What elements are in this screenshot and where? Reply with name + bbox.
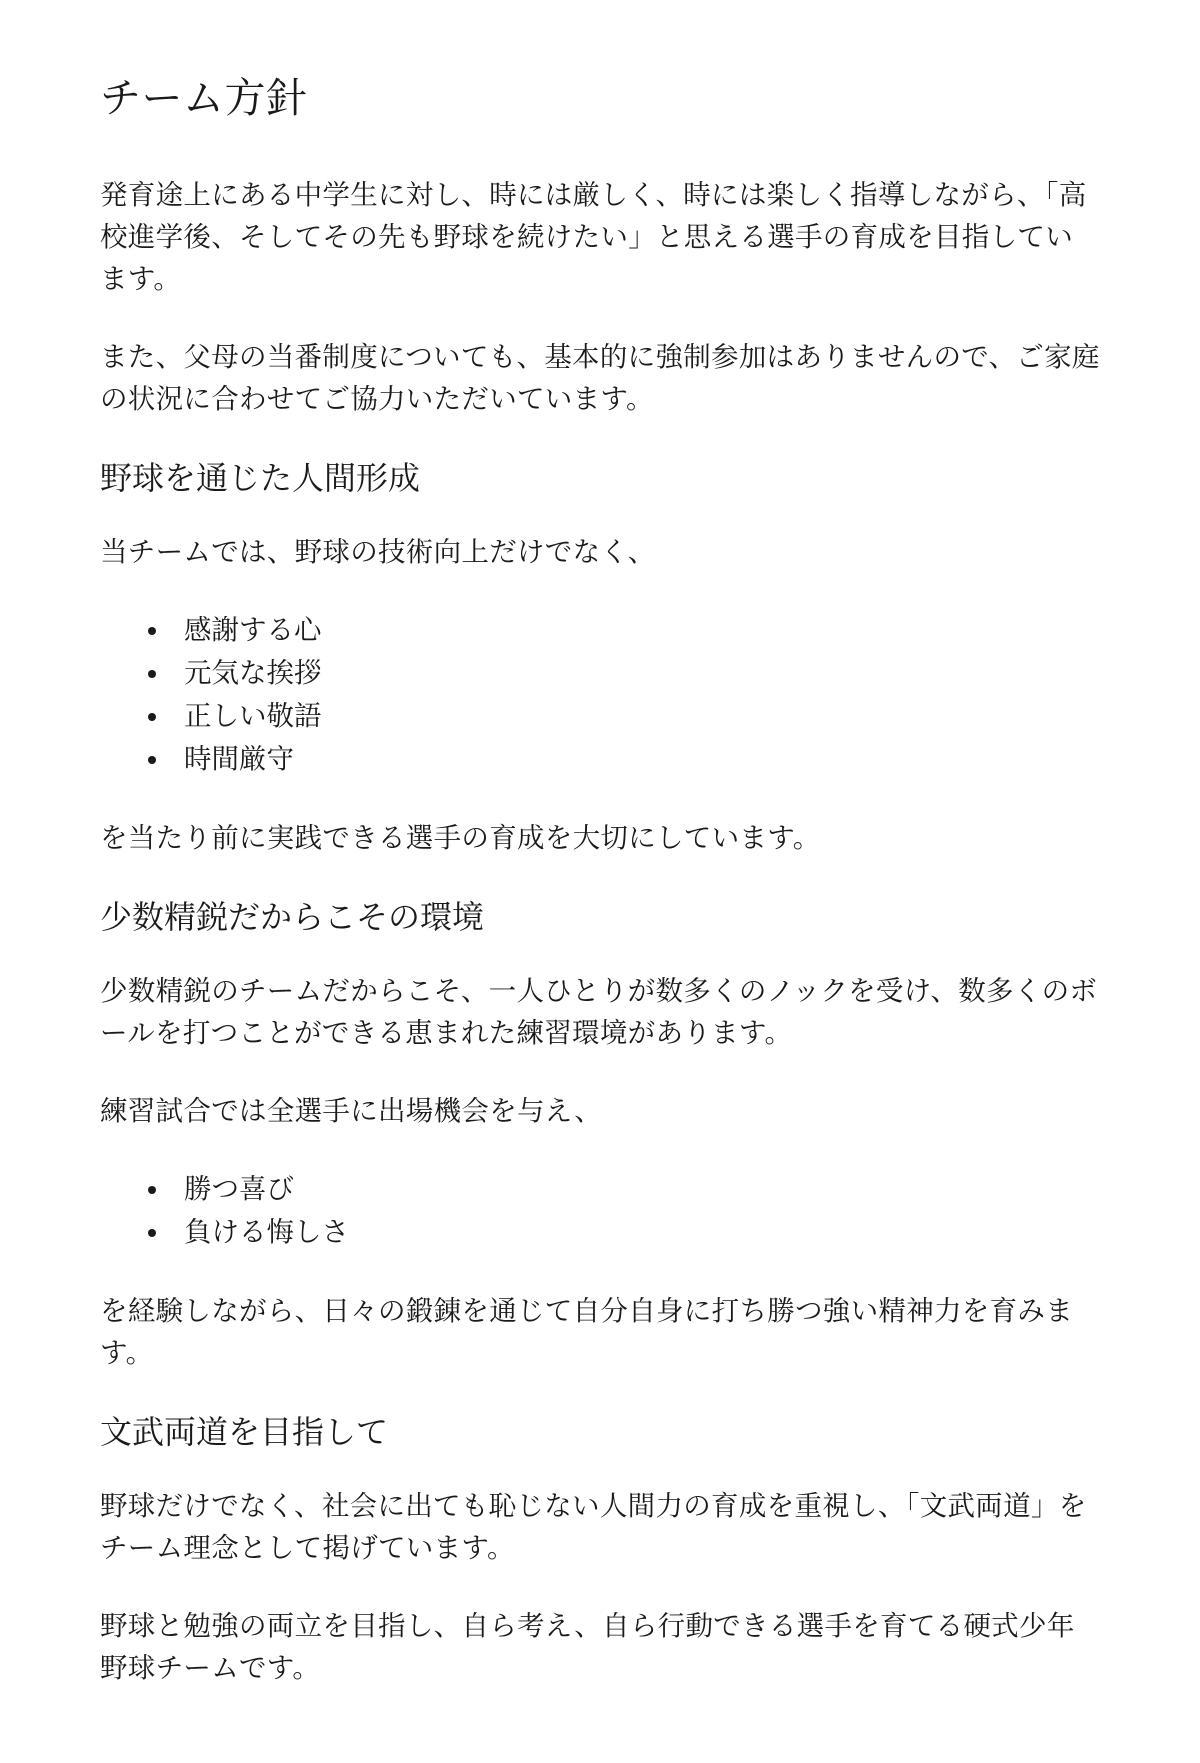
list-item — [184, 652, 1100, 695]
bullet-icon — [148, 1229, 156, 1237]
list-item-label: 負ける悔しさ — [184, 1215, 349, 1248]
list-item — [184, 1211, 1100, 1254]
section-2-follow: を経験しながら、日々の鍛錬を通じて自分自身に打ち勝つ強い精神力を育みます。 — [100, 1294, 1073, 1369]
list-item-label: 勝つ喜び — [184, 1172, 294, 1205]
page-title: チーム方針 — [100, 74, 308, 122]
bullet-icon — [148, 670, 156, 678]
list-item-label: 感謝する心 — [184, 614, 322, 647]
section-heading-character-building: 野球を通じた人間形成 — [100, 459, 421, 498]
list-item-label: 正しい敬語 — [184, 700, 322, 733]
list-item — [184, 609, 1100, 652]
bullet-icon — [148, 756, 156, 764]
list-item-label: 時間厳守 — [184, 743, 294, 776]
section-1-lead: 当チームでは、野球の技術向上だけでなく、 — [100, 536, 656, 569]
intro-paragraph-1: 発育途上にある中学生に対し、時には厳しく、時には楽しく指導しながら、「高校進学後、そしてその先も野球を続けたい」と思える選手の育成を目指しています。 — [100, 179, 1087, 296]
bullet-icon — [148, 1186, 156, 1194]
intro-paragraph-2: また、父母の当番制度についても、基本的に強制参加はありませんので、ご家庭の状況に合わせてご協力いただいています。 — [100, 341, 1100, 416]
list-item-label: 元気な挨拶 — [184, 657, 322, 690]
section-heading-small-team: 少数精鋭だからこその環境 — [100, 898, 485, 937]
section-1-follow: を当たり前に実践できる選手の育成を大切にしています。 — [100, 822, 821, 855]
bullet-icon — [148, 713, 156, 721]
section-2-bullet-list — [100, 1168, 1100, 1254]
list-item — [184, 738, 1100, 781]
list-item — [184, 695, 1100, 738]
section-3-paragraph-2: 野球と勉強の両立を目指し、自ら考え、自ら行動できる選手を育てる硬式少年野球チームです。 — [100, 1609, 1075, 1684]
section-1-bullet-list — [100, 609, 1100, 781]
section-2-lead: 練習試合では全選手に出場機会を与え、 — [100, 1094, 603, 1127]
section-2-paragraph-1: 少数精鋭のチームだからこそ、一人ひとりが数多くのノックを受け、数多くのボールを打つことができる恵まれた練習環境があります。 — [100, 974, 1098, 1049]
section-heading-study-and-sports: 文武両道を目指して — [100, 1412, 389, 1451]
bullet-icon — [148, 627, 156, 635]
list-item — [184, 1168, 1100, 1211]
section-3-paragraph-1: 野球だけでなく、社会に出ても恥じない人間力の育成を重視し、「文武両道」をチーム理念として掲げています。 — [100, 1489, 1087, 1564]
